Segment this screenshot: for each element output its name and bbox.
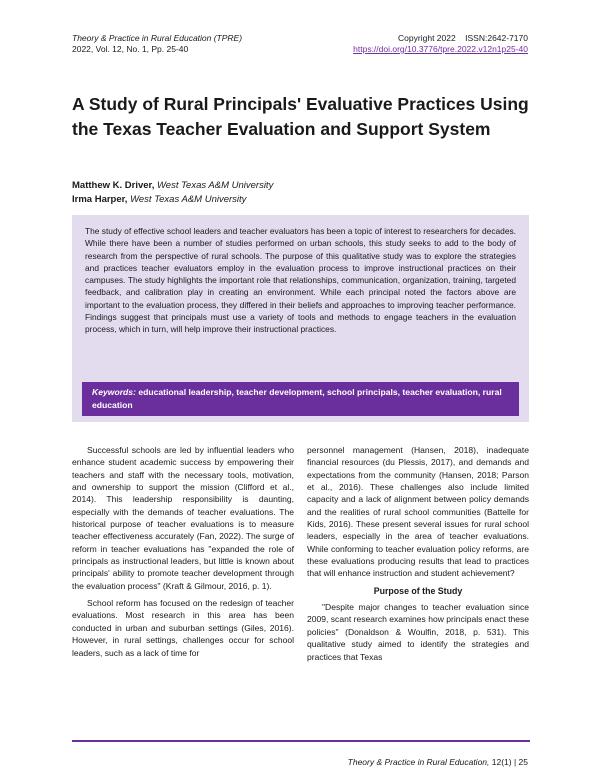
author-1 [72, 179, 273, 193]
keywords-label: Keywords: [92, 387, 136, 397]
keywords-text: educational leadership, teacher development, school principals, teacher evaluation, rural education [92, 387, 502, 410]
author-2 [72, 193, 273, 207]
author-affiliation: West Texas A&M University [157, 180, 274, 191]
author-name: Irma Harper, [72, 193, 128, 205]
author-affiliation: West Texas A&M University [130, 193, 247, 205]
section-heading: Purpose of the Study [373, 585, 463, 596]
body-column-right [307, 444, 529, 668]
running-header-right [353, 33, 528, 55]
volume-info: 2022, Vol. 12, No. 1, Pp. 25-40 [72, 44, 189, 54]
author-name: Matthew K. Driver, [72, 180, 155, 191]
journal-name: Theory & Practice in Rural Education (TPRE) [72, 33, 243, 43]
footer-divider [72, 740, 530, 742]
paper-title: A Study of Rural Principals' Evaluative Practices Using the Texas Teacher Evaluation and Support System [72, 94, 529, 139]
keywords-box [82, 382, 519, 416]
body-paragraph: School reform has focused on the redesign of teacher evaluations. Most research in this area has been conducted in urban and suburban settings (Giles, 2016). However, in rural settings, challenges occur for school leaders, such as a lack of time for [72, 598, 294, 658]
body-column-left [72, 444, 294, 664]
body-paragraph: personnel management (Hansen, 2018), inadequate financial resources (du Plessis, 2017), and demands and expectations from the community (Hansen, 2018; Parson et al., 2016). These challenges also include limited capacity and a lack of alignment between policy demands and the realities of rural school communities (Battelle for Kids, 2016). These present several issues for rural school leaders, especially in the area of teacher evaluations. While conforming to teacher evaluation policy reforms, are these evaluations producing results that lead to practices that will enhance instruction and student achievement? [307, 445, 529, 579]
footer-issue-page: 12(1) | 25 [491, 757, 528, 767]
body-paragraph: Successful schools are led by influential leaders who enhance student academic success by empowering their teachers and staff with the necessary tools, motivation, and ownership to support the mission (Clifford et al., 2014). This leadership responsibility is daunting, especially with the demands of teacher evaluations. The historical purpose of teacher evaluations is to measure teacher effectiveness accurately (Fan, 2022). The surge of reform in teacher evaluations has "expanded the role of principals as instructional leaders, but little is known about principals' ability to promote teacher development through the evaluation process" (Kraft & Gilmour, 2016, p. 1). [72, 445, 294, 591]
copyright-issn: Copyright 2022 ISSN:2642-7170 [398, 33, 528, 43]
footer-journal: Theory & Practice in Rural Education, [347, 757, 490, 767]
page-footer [348, 757, 528, 767]
doi-link[interactable]: https://doi.org/10.3776/tpre.2022.v12n1p25-40 [353, 44, 528, 54]
abstract-text: The study of effective school leaders and teacher evaluators has been a topic of interest to researchers for decades. While there have been a number of studies performed on urban schools, this study seeks to add to the body of research from the perspective of rural schools. The purpose of this qualitative study was to explore the strategies and practices teacher evaluators employ in the evaluation process to improve instructional practices on their campuses. The study highlights the important role that relationships, communication, organization, training, targeted feedback, and calibration play in creating an environment. While each principal noted the factors above are important to the evaluation process, they differed in their beliefs and approaches to improving teacher performance. Findings suggest that principals must use a variety of tools and methods to engage teachers in the evaluation process, which in turn, will help improve their instructional practices. [85, 226, 516, 335]
body-paragraph: "Despite major changes to teacher evaluation since 2009, scant research examines how principals enact these policies" (Donaldson & Woulfin, 2018, p. 531). This qualitative study aimed to identify the strategies and practices that Texas [307, 602, 529, 662]
running-header-left [72, 33, 242, 55]
author-list [72, 179, 273, 206]
